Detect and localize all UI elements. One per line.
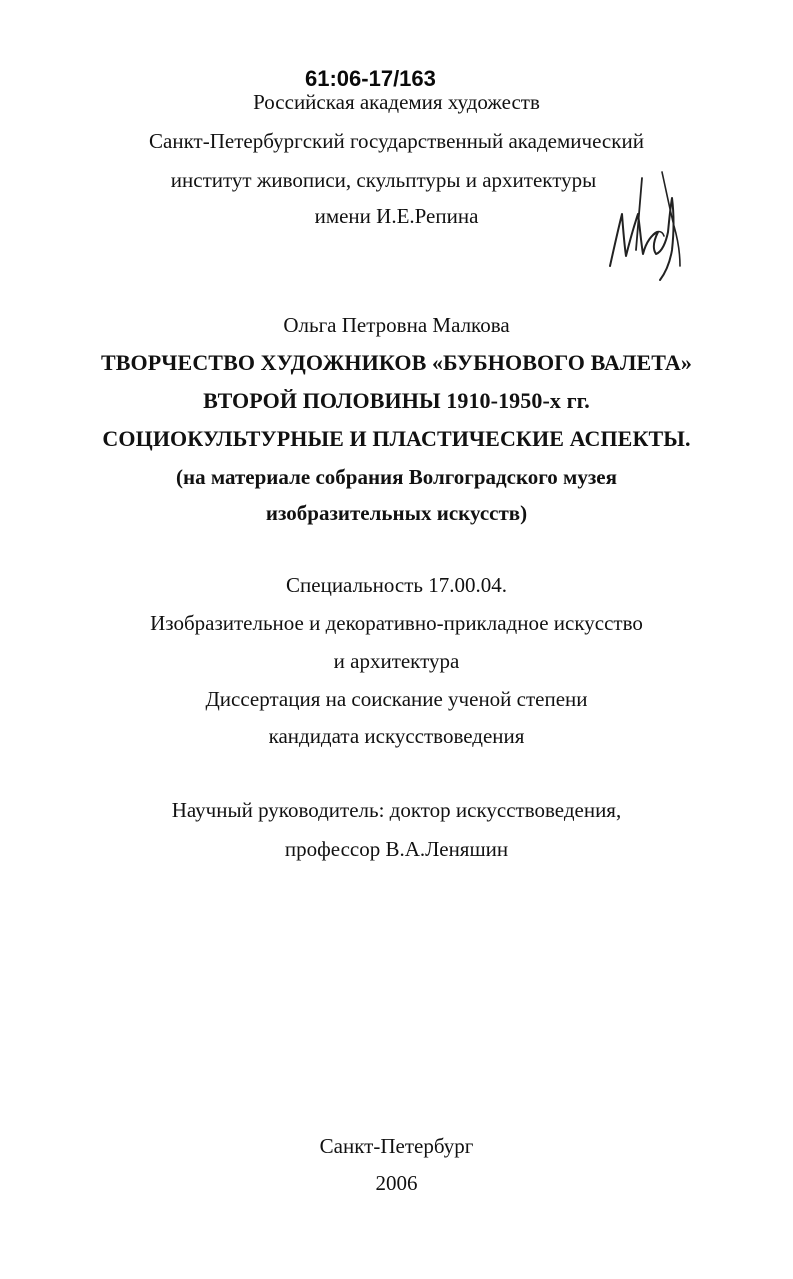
specialty-name-line-2: и архитектура — [333, 649, 460, 673]
specialty-code: Специальность 17.00.04. — [286, 573, 507, 597]
title-line-2: ВТОРОЙ ПОЛОВИНЫ 1910-1950-х гг. — [203, 388, 590, 413]
specialty-name-line-1: Изобразительное и декоративно-прикладное искусство — [150, 611, 643, 635]
institute-line-3: имени И.Е.Репина — [314, 204, 479, 228]
academy-name: Российская академия художеств — [253, 90, 540, 114]
city: Санкт-Петербург — [319, 1134, 474, 1158]
degree-line-1: Диссертация на соискание ученой степени — [205, 687, 588, 711]
supervisor-line-2: профессор В.А.Леняшин — [284, 837, 509, 861]
author-name: Ольга Петровна Малкова — [283, 313, 510, 337]
handwritten-signature — [596, 170, 696, 288]
degree-line-2: кандидата искусствоведения — [268, 724, 525, 748]
institute-line-2: институт живописи, скульптуры и архитектуры — [170, 168, 597, 192]
title-line-1: ТВОРЧЕСТВО ХУДОЖНИКОВ «БУБНОВОГО ВАЛЕТА» — [101, 350, 692, 375]
archive-stamp: 61:06-17/163 — [305, 66, 436, 91]
title-line-3: СОЦИОКУЛЬТУРНЫЕ И ПЛАСТИЧЕСКИЕ АСПЕКТЫ. — [102, 426, 691, 451]
subtitle-line-1: (на материале собрания Волгоградского музея — [176, 465, 617, 489]
subtitle-line-2: изобразительных искусств) — [265, 501, 528, 525]
institute-line-1: Санкт-Петербургский государственный академический — [149, 129, 644, 153]
supervisor-line-1: Научный руководитель: доктор искусствоведения, — [171, 798, 622, 822]
year: 2006 — [375, 1171, 418, 1195]
